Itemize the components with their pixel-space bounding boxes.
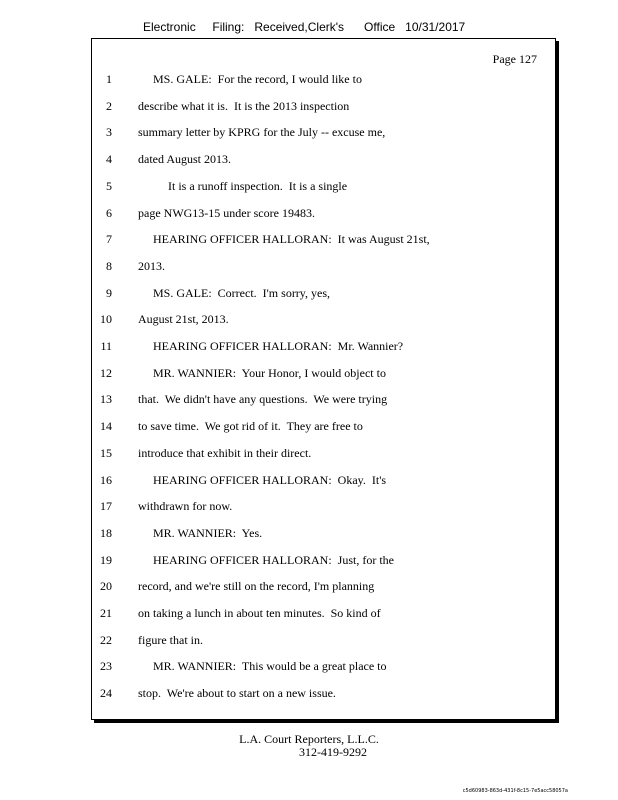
transcript-line	[92, 176, 555, 196]
line-text: HEARING OFFICER HALLORAN: Just, for the	[138, 552, 394, 567]
reporter-phone: 312-419-9292	[299, 745, 367, 759]
transcript-line	[92, 256, 555, 276]
transcript-line	[92, 603, 555, 623]
transcript-line	[92, 470, 555, 490]
line-number: 8	[106, 258, 112, 273]
line-number: 3	[106, 125, 112, 140]
line-text: that. We didn't have any questions. We were trying	[138, 392, 388, 407]
line-number: 7	[106, 232, 112, 247]
line-text: to save time. We got rid of it. They are free to	[138, 419, 363, 434]
transcript-line	[92, 683, 555, 703]
transcript-line	[92, 309, 555, 329]
transcript-line	[92, 122, 555, 142]
line-number: 17	[100, 499, 112, 514]
line-text: page NWG13-15 under score 19483.	[138, 205, 315, 220]
line-number: 10	[100, 312, 112, 327]
transcript-line	[92, 96, 555, 116]
transcript-line	[92, 389, 555, 409]
line-text: MS. GALE: Correct. I'm sorry, yes,	[138, 285, 331, 300]
line-text: figure that in.	[138, 632, 203, 647]
line-number: 11	[100, 339, 112, 353]
line-text: withdrawn for now.	[138, 499, 233, 514]
line-number: 15	[100, 445, 112, 460]
line-text: MR. WANNIER: Your Honor, I would object to	[138, 365, 386, 380]
transcript-line	[92, 630, 555, 650]
line-number: 12	[100, 365, 112, 380]
line-number: 1	[106, 72, 112, 86]
line-text: MR. WANNIER: This would be a great place to	[138, 659, 387, 674]
line-number: 14	[100, 419, 112, 434]
transcript-line	[92, 203, 555, 223]
transcript-line	[92, 550, 555, 570]
line-number: 23	[100, 659, 112, 674]
line-number: 6	[106, 205, 112, 220]
transcript-line	[92, 336, 555, 356]
court-reporter-footer	[0, 733, 618, 759]
transcript-line	[92, 69, 555, 89]
line-number: 4	[106, 152, 112, 167]
line-number: 2	[106, 98, 112, 113]
line-number: 5	[106, 178, 112, 193]
line-number: 24	[100, 686, 112, 701]
line-number: 16	[100, 472, 112, 487]
line-number: 18	[100, 525, 112, 540]
line-number: 13	[100, 392, 112, 407]
transcript-line	[92, 416, 555, 436]
line-text: stop. We're about to start on a new issue.	[138, 686, 336, 701]
line-text: summary letter by KPRG for the July -- excuse me,	[138, 125, 386, 140]
document-id: c5d60983-863d-431f-8c15-7e5acc58057a	[462, 788, 568, 794]
line-text: on taking a lunch in about ten minutes. So kind of	[138, 606, 381, 620]
transcript-line	[92, 149, 555, 169]
transcript-line	[92, 443, 555, 463]
line-text: describe what it is. It is the 2013 inspection	[138, 98, 350, 113]
transcript-line	[92, 496, 555, 516]
transcript-line	[92, 283, 555, 303]
line-text: August 21st, 2013.	[138, 312, 229, 327]
transcript-line	[92, 576, 555, 596]
reporter-name: L.A. Court Reporters, L.L.C.	[239, 732, 379, 746]
line-number: 9	[106, 285, 112, 300]
transcript-line	[92, 363, 555, 383]
line-number: 20	[100, 579, 112, 594]
line-text: record, and we're still on the record, I'm planning	[138, 579, 375, 594]
line-number: 21	[100, 606, 112, 620]
line-text: MR. WANNIER: Yes.	[138, 525, 263, 540]
transcript-line	[92, 656, 555, 676]
line-text: HEARING OFFICER HALLORAN: Mr. Wannier?	[138, 339, 404, 353]
line-text: introduce that exhibit in their direct.	[138, 445, 312, 460]
line-text: HEARING OFFICER HALLORAN: It was August 21st,	[138, 232, 430, 247]
line-text: MS. GALE: For the record, I would like to	[138, 72, 362, 86]
filing-stamp-header: Electronic Filing: Received,Clerk's Office 10/31/2017	[143, 20, 466, 34]
line-number: 22	[100, 632, 112, 647]
line-text: 2013.	[138, 258, 165, 273]
page-number: Page 127	[492, 52, 537, 66]
transcript-page	[91, 38, 556, 720]
line-text: dated August 2013.	[138, 152, 231, 167]
line-number: 19	[100, 552, 112, 567]
transcript-line	[92, 523, 555, 543]
transcript-line	[92, 229, 555, 249]
line-text: HEARING OFFICER HALLORAN: Okay. It's	[138, 472, 387, 487]
line-text: It is a runoff inspection. It is a single	[138, 178, 348, 193]
